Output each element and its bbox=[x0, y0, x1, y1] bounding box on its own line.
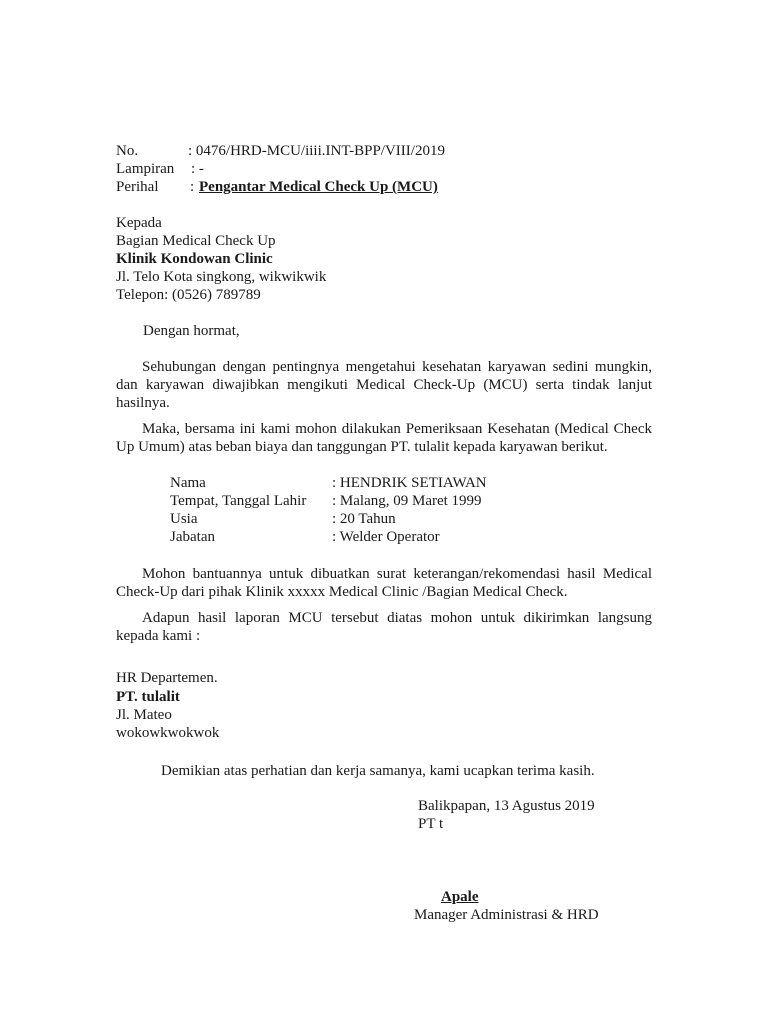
employee-position-value: : Welder Operator bbox=[332, 529, 440, 545]
recipient-phone: Telepon: (0526) 789789 bbox=[116, 287, 261, 303]
recipient-department: Bagian Medical Check Up bbox=[116, 233, 276, 249]
paragraph-recommendation: Mohon bantuannya untuk dibuatkan surat keterangan/rekomendasi hasil Medical Check-Up dari pihak Klinik xxxxx Medical Clinic /Bagian Medical Check. bbox=[116, 566, 652, 600]
subject-value: Pengantar Medical Check Up (MCU) bbox=[199, 179, 438, 195]
recipient-clinic: Klinik Kondowan Clinic bbox=[116, 251, 273, 267]
subject-label: Perihal bbox=[116, 179, 159, 195]
sender-department: HR Departemen. bbox=[116, 670, 218, 686]
subject-colon: : bbox=[190, 179, 195, 195]
employee-birth-label: Tempat, Tanggal Lahir bbox=[170, 493, 307, 509]
attachment-value: : - bbox=[191, 161, 204, 177]
employee-age-value: : 20 Tahun bbox=[332, 511, 396, 527]
paragraph-purpose: Sehubungan dengan pentingnya mengetahui kesehatan karyawan sedini mungkin, dan karyawan diwajibkan mengikuti Medical Check-Up (MCU) serta tindak lanjut hasilnya. bbox=[116, 359, 652, 411]
sender-company: PT. tulalit bbox=[116, 689, 180, 705]
signature-company: PT t bbox=[418, 816, 444, 832]
employee-name-value: : HENDRIK SETIAWAN bbox=[332, 475, 487, 491]
greeting: Dengan hormat, bbox=[143, 323, 240, 339]
signature-place-date: Balikpapan, 13 Agustus 2019 bbox=[418, 798, 595, 814]
employee-name-label: Nama bbox=[170, 475, 206, 491]
sender-city: wokowkwokwok bbox=[116, 725, 220, 741]
attachment-label: Lampiran bbox=[116, 161, 175, 177]
employee-birth-value: : Malang, 09 Maret 1999 bbox=[332, 493, 482, 509]
signer-name: Apale bbox=[441, 889, 479, 905]
recipient-to: Kepada bbox=[116, 215, 162, 231]
closing-text: Demikian atas perhatian dan kerja samanya, kami ucapkan terima kasih. bbox=[161, 763, 595, 779]
paragraph-report: Adapun hasil laporan MCU tersebut diatas mohon untuk dikirimkan langsung kepada kami : bbox=[116, 610, 652, 644]
paragraph-request: Maka, bersama ini kami mohon dilakukan Pemeriksaan Kesehatan (Medical Check Up Umum) atas beban biaya dan tanggungan PT. tulalit kepada karyawan berikut. bbox=[116, 421, 652, 455]
sender-address: Jl. Mateo bbox=[116, 707, 172, 723]
letter-number-value: : 0476/HRD-MCU/iiii.INT-BPP/VIII/2019 bbox=[188, 143, 445, 159]
employee-position-label: Jabatan bbox=[170, 529, 215, 545]
employee-age-label: Usia bbox=[170, 511, 198, 527]
recipient-address: Jl. Telo Kota singkong, wikwikwik bbox=[116, 269, 327, 285]
signer-title: Manager Administrasi & HRD bbox=[414, 907, 599, 923]
letter-number-label: No. bbox=[116, 143, 139, 159]
